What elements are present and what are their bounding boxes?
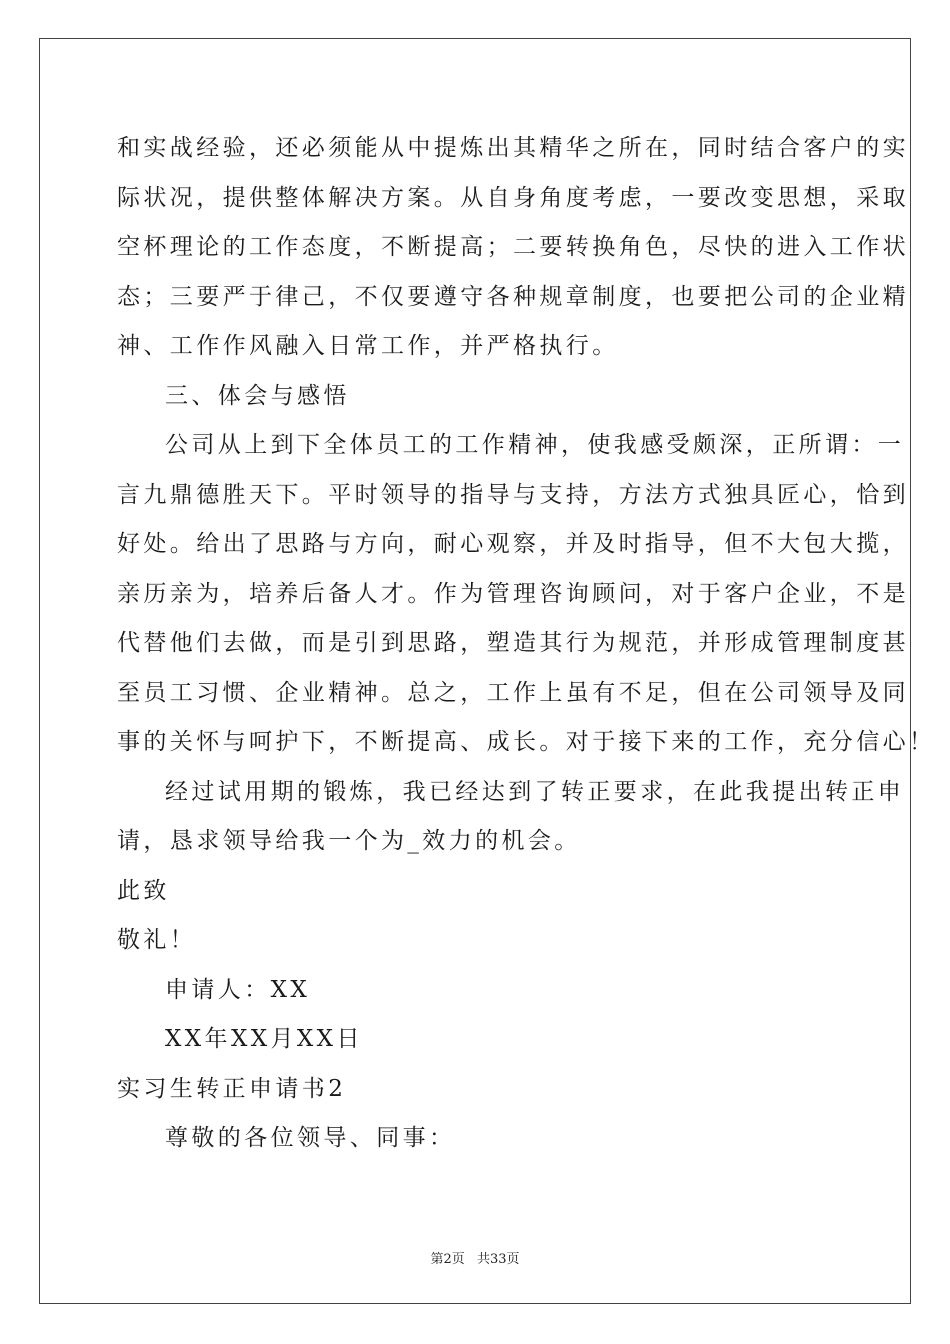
salutation-line: 敬礼！	[117, 927, 197, 953]
text-line: 代替他们去做，而是引到思路，塑造其行为规范，并形成管理制度甚	[117, 630, 909, 656]
applicant-line: 申请人：XX	[165, 976, 311, 1003]
text-line: 亲历亲为，培养后备人才。作为管理咨询顾问，对于客户企业，不是	[117, 580, 909, 607]
text-line: 事的关怀与呵护下，不断提高、成长。对于接下来的工作，充分信心！	[117, 729, 936, 755]
text-line: 态；三要严于律己，不仅要遵守各种规章制度，也要把公司的企业精	[117, 283, 909, 310]
text-line: 经过试用期的锻炼，我已经达到了转正要求，在此我提出转正申	[165, 778, 905, 805]
document-title: 实习生转正申请书2	[117, 1075, 347, 1102]
date-line: XX年XX月XX日	[165, 1026, 363, 1052]
section-heading: 三、体会与感悟	[165, 382, 350, 409]
text-line: 和实战经验，还必须能从中提炼出其精华之所在，同时结合客户的实	[117, 135, 909, 161]
total-pages: 共33页	[476, 1252, 520, 1267]
page-number: 第2页	[430, 1252, 465, 1267]
text-line: 神、工作作风融入日常工作，并严格执行。	[117, 333, 619, 359]
text-line: 空杯理论的工作态度，不断提高；二要转换角色，尽快的进入工作状	[117, 234, 909, 260]
page-footer	[0, 1248, 950, 1267]
text-line: 请，恳求领导给我一个为_效力的机会。	[117, 828, 581, 854]
text-line: 公司从上到下全体员工的工作精神，使我感受颇深，正所谓：一	[165, 432, 905, 458]
text-line: 际状况，提供整体解决方案。从自身角度考虑，一要改变思想，采取	[117, 184, 909, 211]
closing-line: 此致	[117, 877, 170, 904]
text-line: 好处。给出了思路与方向，耐心观察，并及时指导，但不大包大揽，	[117, 531, 909, 557]
text-line: 言九鼎德胜天下。平时领导的指导与支持，方法方式独具匠心，恰到	[117, 481, 909, 508]
document-body	[117, 124, 936, 1164]
greeting-line: 尊敬的各位领导、同事：	[165, 1125, 456, 1151]
text-line: 至员工习惯、企业精神。总之，工作上虽有不足，但在公司领导及同	[117, 679, 909, 706]
